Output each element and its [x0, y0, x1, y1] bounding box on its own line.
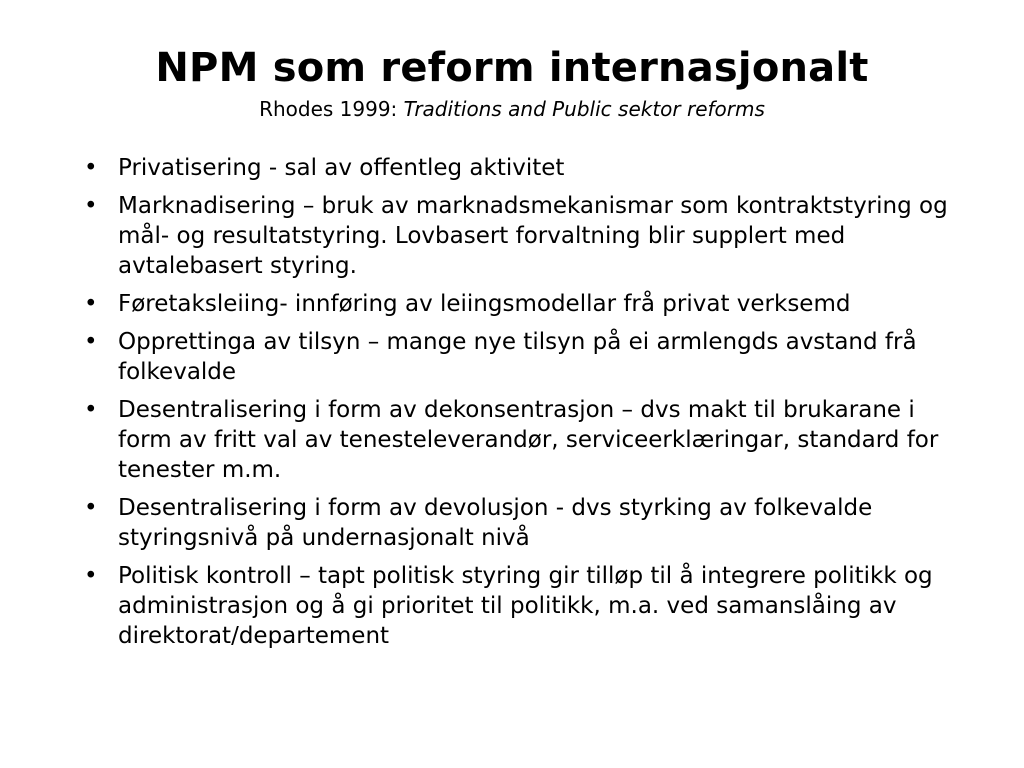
bullet-marker: • — [84, 291, 98, 317]
bullet-marker: • — [84, 193, 98, 219]
bullet-text: Desentralisering i form av devolusjon - dvs styrking av folkevalde styringsnivå på undernasjonalt nivå — [118, 495, 873, 551]
bullet-item — [84, 327, 954, 387]
bullet-item — [84, 153, 954, 183]
title-block — [0, 44, 1024, 122]
slide-title: NPM som reform internasjonalt — [155, 45, 869, 91]
bullet-text: Marknadisering – bruk av marknadsmekanismar som kontraktstyring og mål- og resultatstyring. Lovbasert forvaltning blir supplert med avtalebasert styring. — [118, 193, 948, 279]
bullet-marker: • — [84, 329, 98, 355]
bullet-text: Privatisering - sal av offentleg aktivitet — [118, 155, 565, 181]
bullet-marker: • — [84, 397, 98, 423]
slide-subtitle — [0, 96, 1024, 122]
bullet-item — [84, 561, 954, 651]
bullet-item — [84, 191, 954, 281]
bullet-text: Føretaksleiing- innføring av leiingsmodellar frå privat verksemd — [118, 291, 851, 317]
bullet-item — [84, 289, 954, 319]
subtitle-prefix: Rhodes 1999: — [259, 97, 404, 121]
bullet-marker: • — [84, 495, 98, 521]
bullet-marker: • — [84, 155, 98, 181]
bullet-text: Opprettinga av tilsyn – mange nye tilsyn på ei armlengds avstand frå folkevalde — [118, 329, 917, 385]
bullet-text: Politisk kontroll – tapt politisk styring gir tilløp til å integrere politikk og administrasjon og å gi prioritet til politikk, m.a. ved samanslåing av direktorat/departement — [118, 563, 933, 649]
bullet-item — [84, 493, 954, 553]
subtitle-work: Traditions and Public sektor reforms — [403, 97, 765, 121]
bullet-marker: • — [84, 563, 98, 589]
bullet-text: Desentralisering i form av dekonsentrasjon – dvs makt til brukarane i form av fritt val av tenesteleverandør, serviceerklæringar, standard for tenester m.m. — [118, 397, 939, 483]
bullet-list — [84, 153, 954, 659]
bullet-item — [84, 395, 954, 485]
